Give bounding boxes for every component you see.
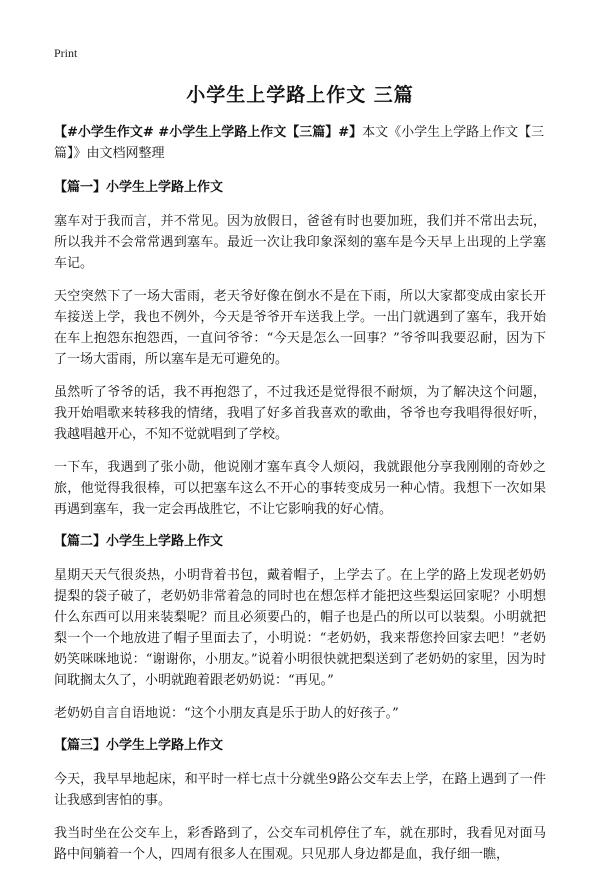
intro-text: 本文《小学生上学路上作文【三篇】》由文档网整理: [54, 125, 545, 161]
section-heading: 【篇三】小学生上学路上作文: [54, 738, 224, 753]
section-1: [54, 178, 546, 520]
page-title: 小学生上学路上作文 三篇: [186, 84, 414, 106]
article-body: [54, 122, 546, 877]
intro-tags: 【#小学生作文# #小学生上学路上作文【三篇】#】: [54, 125, 363, 140]
intro-line: [54, 122, 546, 164]
paragraph: 塞车对于我而言，并不常见。因为放假日，爸爸有时也要加班，我们并不常出去玩，所以我并不会常常遇到塞车。最近一次让我印象深刻的塞车是今天早上出现的上学塞车记。: [54, 214, 546, 271]
paragraph: 虽然听了爷爷的话，我不再抱怨了，不过我还是觉得很不耐烦，为了解决这个问题，我开始唱歌来转移我的情绪，我唱了好多首我喜欢的歌曲，爷爷也夸我唱得很好听，我越唱越开心，不知不觉就唱到了学校。: [54, 385, 546, 442]
print-link[interactable]: Print: [54, 46, 78, 60]
paragraph: 星期天天气很炎热，小明背着书包，戴着帽子，上学去了。在上学的路上发现老奶奶提梨的袋子破了，老奶奶非常着急的同时也在想怎样才能把这些梨运回家呢？小明想什么东西可以用来装梨呢？而且必须要凸的，帽子也是凸的所以可以装梨。小明就把梨一个一个地放进了帽子里面去了，小明说：“老奶奶，我来帮您拎回家去吧！”老奶奶笑咪咪地说：“谢谢你，小朋友。”说着小明很快就把梨送到了老奶奶的家里，因为时间耽搁太久了，小明就跑着跟老奶奶说：“再见。”: [54, 568, 546, 688]
paragraph: 我当时坐在公交车上，彩香路到了，公交车司机停住了车，就在那时，我看见对面马路中间躺着一个人，四周有很多人在围观。只见那人身边都是血，我仔细一瞧，: [54, 826, 546, 862]
section-heading: 【篇二】小学生上学路上作文: [54, 534, 224, 549]
section-3: [54, 736, 546, 865]
paragraph: 老奶奶自言自语地说：“这个小朋友真是乐于助人的好孩子。”: [54, 706, 399, 721]
paragraph: 一下车，我遇到了张小勋，他说刚才塞车真令人烦闷，我就跟他分享我刚刚的奇妙之旅，他觉得我很棒，可以把塞车这么不开心的事转变成另一种心情。我想下一次如果再遇到塞车，我一定会再战胜它，不让它影响我的好心情。: [54, 460, 546, 517]
section-2: [54, 532, 546, 724]
paragraph: 天空突然下了一场大雷雨，老天爷好像在倒水不是在下雨，所以大家都变成由家长开车接送上学，我也不例外，今天是爷爷开车送我上学。一出门就遇到了塞车，我开始在车上抱怨东抱怨西，一直问爷爷：“今天是怎么一回事？”爷爷叫我要忍耐，因为下了一场大雷雨，所以塞车是无可避免的。: [54, 289, 546, 367]
section-heading: 【篇一】小学生上学路上作文: [54, 180, 224, 195]
paragraph: 今天，我早早地起床，和平时一样七点十分就坐9路公交车去上学，在路上遇到了一件让我感到害怕的事。: [54, 772, 546, 808]
